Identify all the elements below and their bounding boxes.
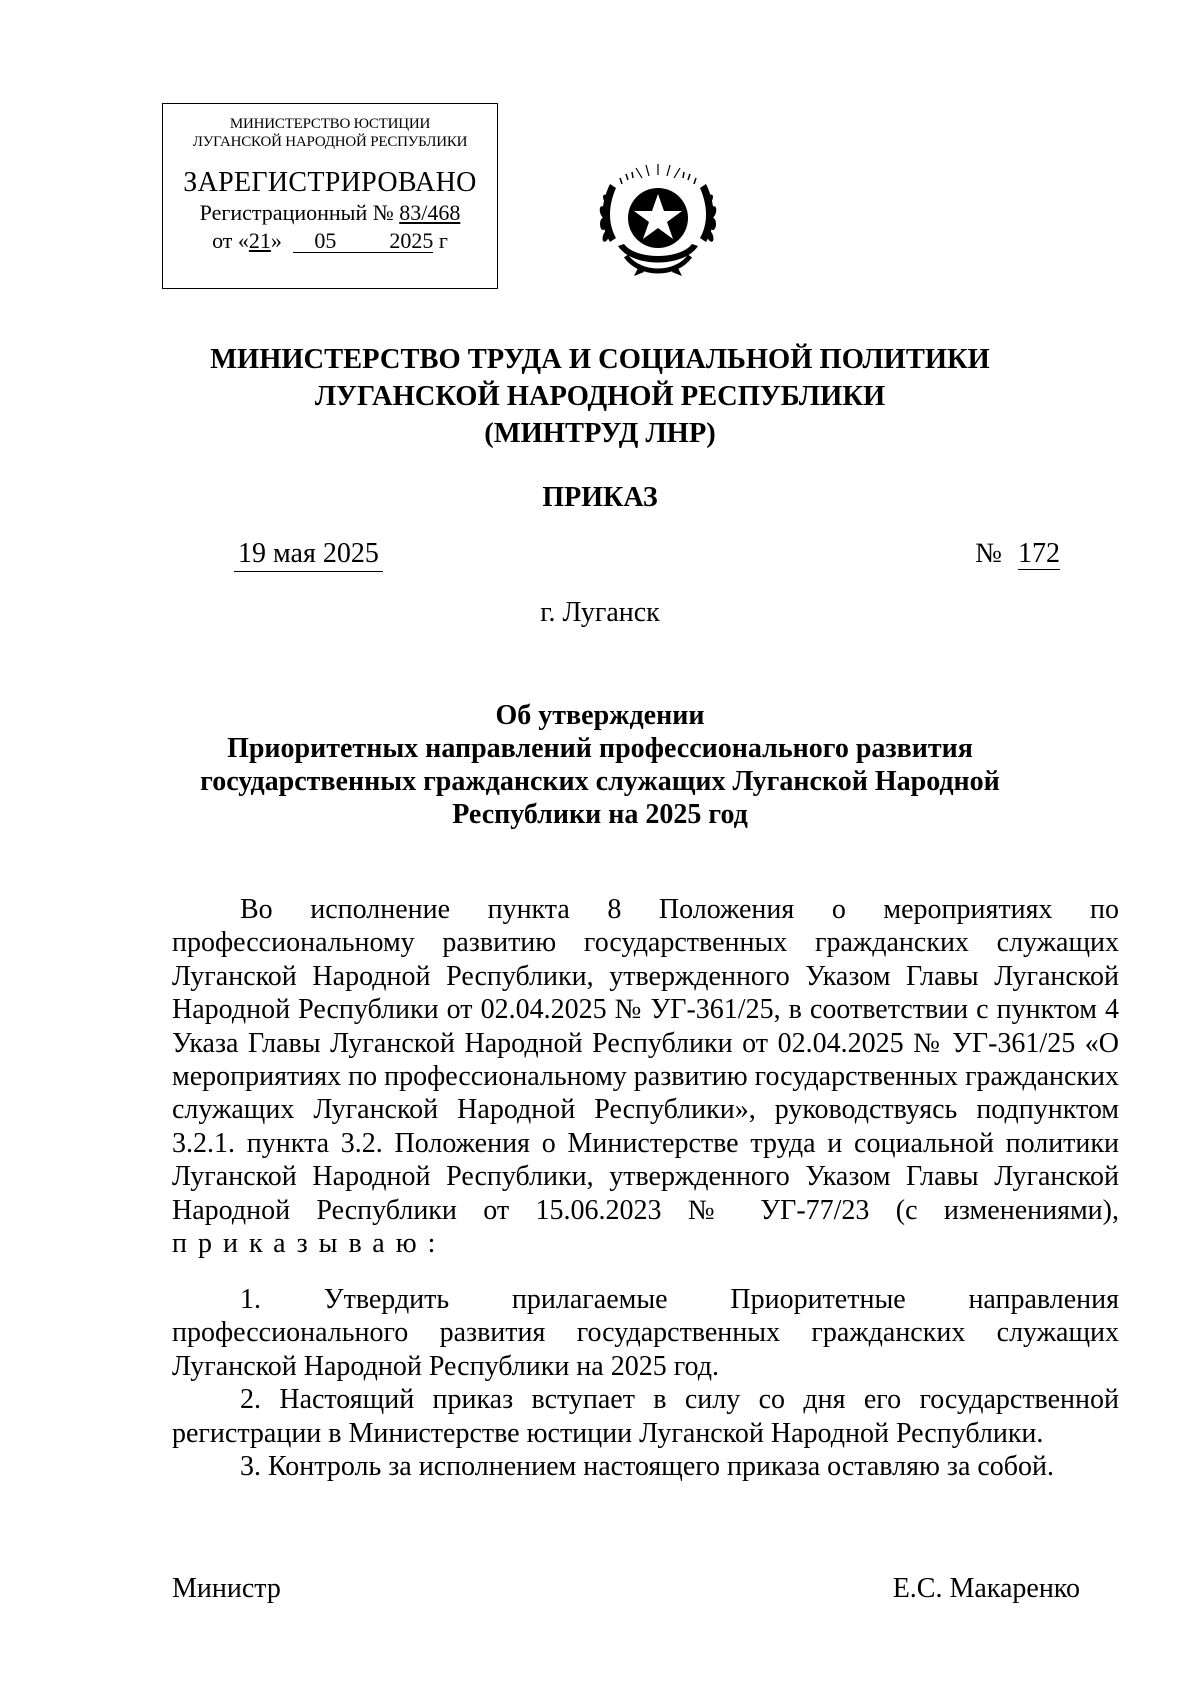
order-city: г. Луганск <box>540 597 660 628</box>
stamp-date-month: 05 <box>293 230 357 253</box>
signatory-title: Министр <box>172 1573 281 1604</box>
preamble-text: Во исполнение пункта 8 Положения о мероприятиях по профессиональному развитию государственных гражданских служащих Луганской Народной Республики, утвержденного Указом Главы Луганской Народной Республики от 02.04.2025 № УГ-361/25, в соответствии с пунктом 4 Указа Главы Луганской Народной Республики от 02.04.2025 № УГ-361/25 «О мероприятиях по профессиональному развитию государственных гражданских служащих Луганской Народной Республики», руководствуясь подпунктом 3.2.1. пункта 3.2. Положения о Министерстве труда и социальной политики Луганской Народной Республики, утвержденного Указом Главы Луганской Народной Республики от 15.06.2023 № УГ-77/23 (с изменениями), <box>172 894 1119 1226</box>
decree-word: приказываю: <box>172 1228 447 1260</box>
stamp-reg-number: 83/468 <box>399 200 461 225</box>
ministry-short-name: (МИНТРУД ЛНР) <box>484 418 716 449</box>
order-subject <box>200 699 1000 831</box>
ministry-title-line2: ЛУГАНСКОЙ НАРОДНОЙ РЕСПУБЛИКИ <box>314 381 886 412</box>
ministry-title <box>0 341 1200 452</box>
subject-line2: Приоритетных направлений профессионального развития <box>227 733 973 764</box>
stamp-date-day: 21 <box>248 228 271 253</box>
lpr-coat-of-arms-icon <box>596 164 720 278</box>
order-date: 19 мая 2025 <box>234 537 383 572</box>
order-number: 172 <box>1018 538 1060 569</box>
stamp-reg-number-label: Регистрационный № <box>199 200 394 225</box>
stamp-date-day-close: » <box>270 228 282 253</box>
stamp-ministry-line1: МИНИСТЕРСТВО ЮСТИЦИИ <box>229 116 431 132</box>
order-item: 1. Утвердить прилагаемые Приоритетные направления профессионального развития государственных гражданских служащих Луганской Народной Республики на 2025 год. <box>172 1284 1119 1382</box>
stamp-date-line <box>163 227 497 255</box>
preamble-paragraph <box>172 893 1119 1260</box>
stamp-date-suffix: г <box>438 228 448 253</box>
subject-line1: Об утверждении <box>495 700 705 731</box>
order-number-block <box>975 537 1060 571</box>
stamp-date-prefix: от « <box>212 228 249 253</box>
stamp-date-year: 2025 <box>357 230 433 253</box>
subject-line4: Республики на 2025 год <box>452 799 748 830</box>
order-number-label: № <box>975 538 1002 569</box>
stamp-reg-number-line <box>163 199 497 227</box>
order-item: 3. Контроль за исполнением настоящего приказа оставляю за собой. <box>240 1451 1055 1483</box>
registration-stamp <box>162 103 498 289</box>
order-item: 2. Настоящий приказ вступает в силу со дня его государственной регистрации в Министерстве юстиции Луганской Народной Республики. <box>172 1384 1119 1449</box>
subject-line3: государственных гражданских служащих Луганской Народной <box>200 766 1000 797</box>
signatory-name: Е.С. Макаренко <box>892 1573 1080 1604</box>
stamp-ministry <box>163 115 497 151</box>
ministry-title-line1: МИНИСТЕРСТВО ТРУДА И СОЦИАЛЬНОЙ ПОЛИТИКИ <box>210 344 990 375</box>
order-items <box>172 1283 1119 1483</box>
stamp-ministry-line2: ЛУГАНСКОЙ НАРОДНОЙ РЕСПУБЛИКИ <box>192 134 468 150</box>
stamp-registered: ЗАРЕГИСТРИРОВАНО <box>183 167 477 198</box>
document-type: ПРИКАЗ <box>542 482 658 513</box>
